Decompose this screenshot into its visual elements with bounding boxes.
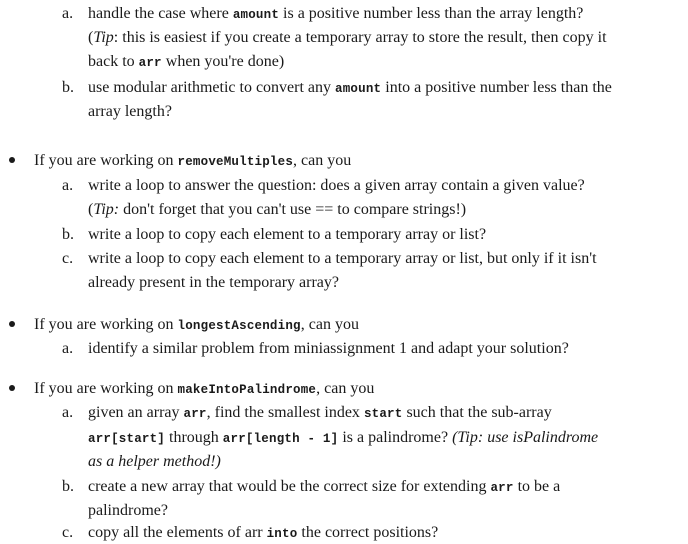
code-amount: amount [232,8,280,22]
code-into: into [266,527,298,541]
section-intro: If you are working on longestAscending, can you [34,316,359,333]
code-arr: arr [490,481,514,495]
list-item-b-line1: write a loop to copy each element to a temporary array or list? [88,226,487,243]
list-marker-b: b. [62,478,74,495]
list-item-b-line1: use modular arithmetic to convert any amount into a positive number less than the [88,79,612,96]
list-marker-c: c. [62,250,74,267]
code-start: start [363,407,403,421]
list-item-a-line2: (Tip: this is easiest if you create a temporary array to store the result, then copy it [88,29,607,46]
code-arr-length: arr[length - 1] [222,432,339,446]
list-item-b-line2: array length? [88,103,172,120]
list-marker-a: a. [62,5,74,22]
list-marker-a: a. [62,177,74,194]
list-item-a-line1: write a loop to answer the question: does a given array contain a given value? [88,177,585,194]
code-method-name: makeIntoPalindrome [177,383,317,397]
code-method-name: longestAscending [177,319,301,333]
code-arr-start: arr[start] [88,432,166,446]
bullet-icon [9,385,15,391]
list-item-c-line1: copy all the elements of arr into the correct positions? [88,524,439,541]
list-item-a-line2: arr[start] through arr[length - 1] is a palindrome? (Tip: use isPalindrome [88,429,599,446]
bullet-icon [9,157,15,163]
list-marker-a: a. [62,404,74,421]
list-item-a-line3: as a helper method!) [88,453,221,470]
section-intro: If you are working on removeMultiples, can you [34,152,352,169]
list-marker-c: c. [62,524,74,541]
list-item-a-line1: handle the case where amount is a positive number less than the array length? [88,5,584,22]
list-item-a-line1: identify a similar problem from miniassignment 1 and adapt your solution? [88,340,569,357]
list-item-b-line1: create a new array that would be the correct size for extending arr to be a [88,478,561,495]
list-item-a-line1: given an array arr, find the smallest index start such that the sub-array [88,404,552,421]
section-intro: If you are working on makeIntoPalindrome, can you [34,380,375,397]
list-item-c-line1: write a loop to copy each element to a temporary array or list, but only if it isn't [88,250,597,267]
list-marker-b: b. [62,226,74,243]
list-marker-a: a. [62,340,74,357]
code-arr: arr [138,56,162,70]
list-item-a-line2: (Tip: don't forget that you can't use == to compare strings!) [88,201,467,218]
code-arr: arr [183,407,207,421]
bullet-icon [9,321,15,327]
list-item-a-line3: back to arr when you're done) [88,53,285,70]
list-item-c-line2: already present in the temporary array? [88,274,339,291]
code-method-name: removeMultiples [177,155,294,169]
list-item-b-line2: palindrome? [88,502,168,519]
code-amount: amount [335,82,382,96]
list-marker-b: b. [62,79,74,96]
